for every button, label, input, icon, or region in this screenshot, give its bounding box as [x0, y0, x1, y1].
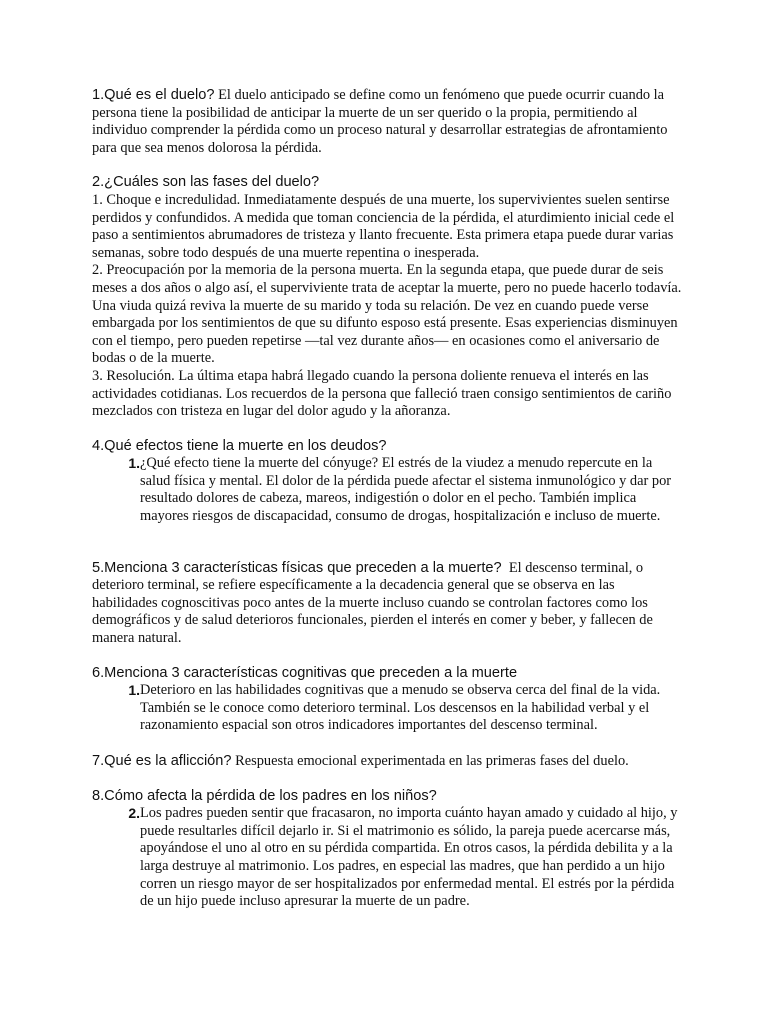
answer-line: salud física y mental. El dolor de la pérdida puede afectar el sistema inmunológico y dar por — [140, 472, 672, 489]
answer-line: embargada por los sentimientos de que su difunto esposo está presente. Esas experiencias disminuyen — [92, 315, 678, 332]
list-item-text — [140, 682, 660, 735]
section-4 — [92, 438, 682, 526]
question-7: 7.Qué es la aflicción? — [92, 753, 232, 769]
answer-line: larga destruye al matrimonio. Los padres, en especial las madres, que han perdido a un hijo — [140, 857, 665, 874]
list-number: 1. — [128, 682, 140, 699]
question-6: 6.Menciona 3 características cognitivas que preceden a la muerte — [92, 664, 518, 681]
answer-line: individuo comprender la pérdida como un proceso natural y desarrollar estrategias de afrontamiento — [92, 122, 668, 139]
answer-line: Los padres pueden sentir que fracasaron, no importa cuánto hayan amado y cuidado al hijo, y — [140, 805, 678, 822]
answer-line: perdidos y confundidos. A medida que toman conciencia de la pérdida, el aturdimiento inicial cede el — [92, 209, 675, 226]
answer-line: 2. Preocupación por la memoria de la persona muerta. En la segunda etapa, que puede durar de seis — [92, 262, 664, 279]
section-6 — [92, 665, 682, 735]
list-item-text — [140, 805, 677, 911]
answer-line: 1. Choque e incredulidad. Inmediatamente después de una muerte, los supervivientes suelen sentirse — [92, 191, 670, 208]
answer-line: También se le conoce como deterioro terminal. Los descensos en la habilidad verbal y el — [140, 699, 650, 716]
answer-line: habilidades cognoscitivas poco antes de la muerte incluso cuando se controlan factores como los — [92, 594, 648, 611]
numbered-list-item — [92, 682, 682, 735]
answer-line: deterioro terminal, se refiere específicamente a la decadencia general que se observa en las — [92, 577, 615, 594]
question-4: 4.Qué efectos tiene la muerte en los deudos? — [92, 437, 387, 454]
list-number: 1. — [128, 455, 140, 472]
answer-line: paso a sentimientos abrumadores de tristeza y llanto frecuente. Esta primera etapa puede durar varias — [92, 227, 674, 244]
answer-line: persona tiene la posibilidad de anticipar la muerte de un ser querido o la propia, permitiendo al — [92, 104, 638, 121]
section-1 — [92, 86, 682, 157]
question-2: 2.¿Cuáles son las fases del duelo? — [92, 174, 320, 191]
answer-line: actividades cotidianas. Los recuerdos de la persona que falleció traen consigo sentimientos de cariño — [92, 385, 672, 402]
answer-line: resultado dolores de cabeza, mareos, indigestión o dolor en el pecho. También implica — [140, 490, 637, 507]
answer-line: bodas o de la muerte. — [92, 350, 215, 367]
answer-line: apoyándose el uno al otro en su pérdida compartida. En otros casos, la pérdida debilita y a la — [140, 840, 673, 857]
answer-line: ¿Qué efecto tiene la muerte del cónyuge? El estrés de la viudez a menudo repercute en la — [140, 455, 653, 472]
list-item-text — [140, 455, 671, 525]
answer-line: corren un riesgo mayor de ser hospitalizados por enfermedad mental. El estrés por la pérdida — [140, 875, 675, 892]
question-5: 5.Menciona 3 características físicas que preceden a la muerte? — [92, 559, 502, 576]
answer-line: El duelo anticipado se define como un fenómeno que puede ocurrir cuando la — [214, 87, 665, 103]
answer-line: de un hijo puede incluso apresurar la muerte de un padre. — [140, 893, 470, 910]
section-7 — [92, 752, 682, 771]
section-5 — [92, 559, 682, 648]
question-8: 8.Cómo afecta la pérdida de los padres en los niños? — [92, 787, 437, 804]
answer-line: mezclados con tristeza en lugar del dolor agudo y la añoranza. — [92, 403, 451, 420]
answer-line: El descenso terminal, o — [501, 559, 644, 576]
section-8 — [92, 788, 682, 911]
answer-line: meses a dos años o algo así, el superviviente trata de aceptar la muerte, pero no puede hacerlo todavía. — [92, 279, 682, 296]
answer-line: para que sea menos dolorosa la pérdida. — [92, 139, 322, 156]
answer-line: con el tiempo, pero pueden repetirse —tal vez durante años— en ocasiones como el aniversario de — [92, 332, 660, 349]
answer-line: semanas, sobre todo después de una muerte repentina o inesperada. — [92, 244, 480, 261]
answer-line: 3. Resolución. La última etapa habrá llegado cuando la persona doliente renueva el interés en las — [92, 367, 649, 384]
document-page — [92, 86, 682, 911]
section-2 — [92, 174, 682, 420]
numbered-list-item — [92, 455, 682, 525]
answer-line: mayores riesgos de discapacidad, consumo de drogas, hospitalización e incluso de muerte. — [140, 508, 661, 525]
numbered-list-item — [92, 805, 682, 911]
answer-line: demográficos y de salud deterioros funcionales, pierden el interés en comer y beber, y fallecen de — [92, 612, 653, 629]
answer-line: razonamiento espacial son otros indicadores importantes del descenso terminal. — [140, 717, 598, 734]
answer-line: Respuesta emocional experimentada en las primeras fases del duelo. — [231, 753, 629, 769]
question-1: 1.Qué es el duelo? — [92, 87, 215, 103]
answer-line: Una viuda quizá reviva la muerte de su marido y toda su relación. De vez en cuando puede verse — [92, 297, 649, 314]
list-number: 2. — [128, 805, 140, 822]
answer-line: puede resultarles difícil dejarlo ir. Si el matrimonio es sólido, la pareja puede acercarse más, — [140, 822, 671, 839]
answer-line: manera natural. — [92, 630, 182, 647]
answer-line: Deterioro en las habilidades cognitivas que a menudo se observa cerca del final de la vida. — [140, 682, 661, 699]
